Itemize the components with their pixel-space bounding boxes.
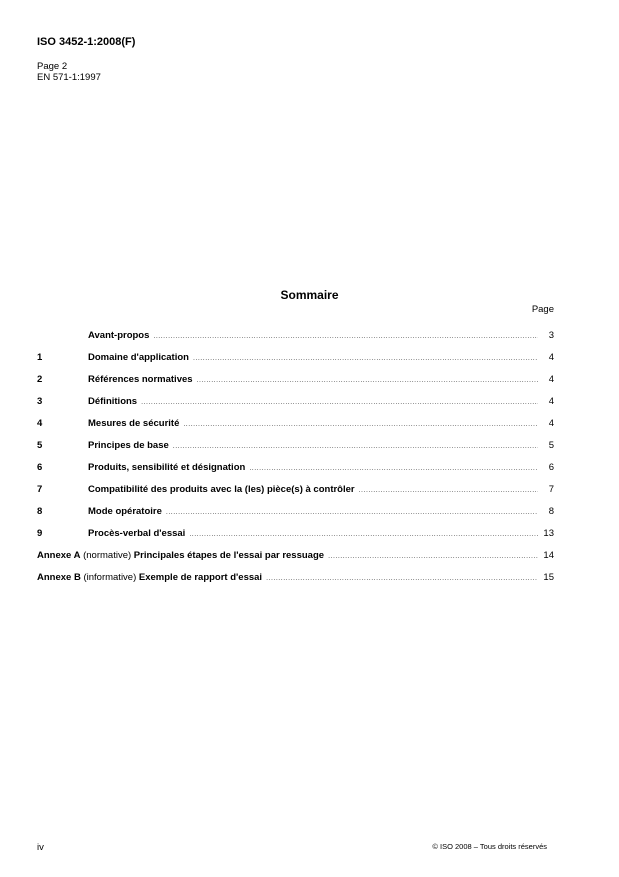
toc-entry-page: 5: [548, 440, 554, 451]
toc-leader-dots: [183, 419, 538, 431]
toc-entry-title: Principales étapes de l'essai par ressuage: [133, 549, 325, 561]
toc-entry-page: 15: [543, 572, 554, 583]
toc-entry-page: 8: [548, 506, 554, 517]
toc-entry-label: [88, 506, 542, 519]
toc-entry-title: Compatibilité des produits avec la (les) pièce(s) à contrôler: [88, 483, 355, 495]
toc-entry-5[interactable]: [37, 435, 554, 457]
toc-entry-title: Exemple de rapport d'essai: [138, 571, 263, 583]
toc-entry-page: 13: [543, 528, 554, 539]
toc-entry-number: 6: [37, 462, 43, 473]
toc-entry-avant-propos[interactable]: [37, 325, 554, 347]
toc-entry-number: 7: [37, 484, 43, 495]
toc-leader-dots: [189, 529, 538, 541]
toc-entry-number: 1: [37, 352, 43, 363]
toc-entry-7[interactable]: [37, 479, 554, 501]
en-standard-reference: EN 571-1:1997: [37, 72, 101, 83]
toc-entry-page: 14: [543, 550, 554, 561]
toc-entry-number: 4: [37, 418, 43, 429]
toc-leader-dots: [197, 375, 538, 387]
document-id: ISO 3452-1:2008(F): [37, 36, 136, 48]
toc-entry-annexe-b[interactable]: [37, 567, 554, 589]
toc-entry-page: 4: [548, 396, 554, 407]
toc-leader-dots: [166, 507, 538, 519]
toc-entry-6[interactable]: [37, 457, 554, 479]
toc-entry-title: Mesures de sécurité: [88, 417, 180, 429]
toc-annex-id: Annexe B: [37, 571, 81, 583]
table-of-contents: [37, 325, 554, 589]
toc-entry-title: Références normatives: [88, 373, 193, 385]
toc-leader-dots: [266, 573, 538, 585]
toc-entry-title: Produits, sensibilité et désignation: [88, 461, 246, 473]
toc-entry-1[interactable]: [37, 347, 554, 369]
toc-entry-label: [88, 374, 542, 387]
toc-leader-dots: [249, 463, 538, 475]
toc-leader-dots: [141, 397, 538, 409]
toc-entry-title: Définitions: [88, 395, 138, 407]
toc-leader-dots: [153, 331, 538, 343]
toc-entry-label: [88, 528, 542, 541]
toc-entry-label: [88, 330, 542, 343]
toc-entry-page: 7: [548, 484, 554, 495]
page-reference: Page 2: [37, 61, 68, 72]
toc-entry-label: [88, 418, 542, 431]
toc-entry-title: Mode opératoire: [88, 505, 162, 517]
toc-entry-page: 6: [548, 462, 554, 473]
toc-leader-dots: [193, 353, 538, 365]
toc-entry-9[interactable]: [37, 523, 554, 545]
toc-entry-label: [88, 462, 542, 475]
toc-entry-page: 4: [548, 352, 554, 363]
toc-entry-page: 4: [548, 418, 554, 429]
toc-entry-4[interactable]: [37, 413, 554, 435]
toc-entry-8[interactable]: [37, 501, 554, 523]
toc-entry-title: Domaine d'application: [88, 351, 189, 363]
toc-annex-id: Annexe A: [37, 549, 81, 561]
toc-leader-dots: [359, 485, 538, 497]
toc-page-column-label: Page: [531, 304, 554, 315]
toc-entry-number: 3: [37, 396, 43, 407]
toc-entry-number: 2: [37, 374, 43, 385]
footer-copyright: © ISO 2008 – Tous droits réservés: [432, 842, 547, 851]
toc-entry-label: [37, 550, 542, 563]
footer-page-number: iv: [37, 842, 44, 853]
toc-entry-label: [37, 572, 542, 585]
toc-entry-annexe-a[interactable]: [37, 545, 554, 567]
toc-entry-label: [88, 484, 542, 497]
toc-annex-type: (normative): [80, 549, 134, 561]
toc-entry-label: [88, 352, 542, 365]
toc-annex-type: (informative): [80, 571, 139, 583]
toc-entry-label: [88, 396, 542, 409]
toc-entry-2[interactable]: [37, 369, 554, 391]
toc-entry-number: 9: [37, 528, 43, 539]
toc-entry-title: Avant-propos: [88, 329, 150, 341]
toc-entry-3[interactable]: [37, 391, 554, 413]
toc-leader-dots: [173, 441, 538, 453]
toc-entry-page: 4: [548, 374, 554, 385]
toc-entry-title: Procès-verbal d'essai: [88, 527, 186, 539]
toc-leader-dots: [328, 551, 538, 563]
toc-entry-number: 5: [37, 440, 43, 451]
toc-entry-page: 3: [548, 330, 554, 341]
toc-entry-title: Principes de base: [88, 439, 169, 451]
toc-entry-label: [88, 440, 542, 453]
toc-title: Sommaire: [280, 288, 339, 302]
toc-entry-number: 8: [37, 506, 43, 517]
